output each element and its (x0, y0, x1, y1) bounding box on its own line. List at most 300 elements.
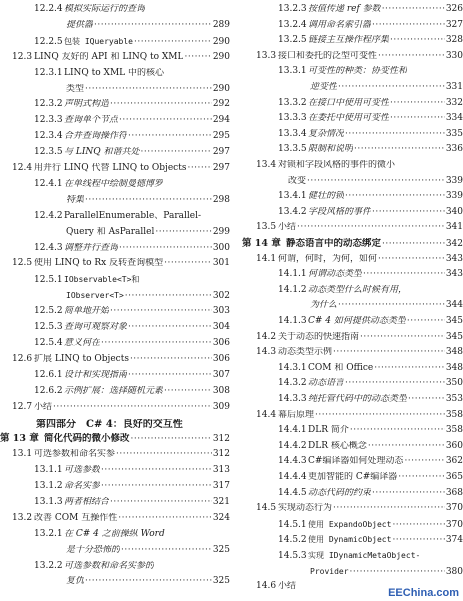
toc-entry-number: 13.3.2 (278, 97, 307, 108)
toc-entry-number: 13.4 (256, 160, 277, 170)
toc-leader-dots (125, 291, 212, 302)
toc-entry-title: C# 4 如何提供动态类型 (308, 316, 406, 326)
toc-entry (236, 394, 463, 405)
toc-entry (236, 66, 463, 77)
toc-entry (236, 51, 463, 62)
toc-entry-number: 13.1.1 (34, 465, 63, 476)
toc-entry-number: 14.3.1 (278, 362, 307, 373)
toc-entry-number: 13.4.1 (278, 191, 307, 202)
toc-entry-title: 实现动态行为 (278, 503, 333, 514)
toc-entry-title: DLR 简介 (308, 425, 349, 436)
toc-page-number: 358 (445, 425, 463, 436)
toc-entry-title: 小结 (278, 222, 297, 233)
toc-leader-dots (128, 370, 212, 381)
toc-page-number: 330 (445, 50, 463, 61)
toc-entry (0, 306, 230, 317)
toc-entry-title: 复仇 (66, 576, 85, 587)
toc-entry-number: 13.3.4 (278, 128, 307, 139)
toc-entry (236, 35, 463, 46)
toc-entry-title: 在接口中使用可变性 (308, 97, 390, 108)
toc-leader-dots (390, 35, 445, 46)
toc-leader-dots (345, 191, 445, 202)
toc-entry-number: 14.4.5 (278, 487, 307, 498)
toc-entry-title: 查询可观察对象 (64, 322, 128, 332)
toc-leader-dots (392, 520, 444, 531)
toc-page-number: 340 (445, 206, 463, 217)
toc-entry-title: 简单地开始 (64, 306, 110, 317)
toc-entry-number: 12.4.2 (34, 210, 63, 221)
toc-entry-title: COM 和 Office (308, 362, 374, 373)
toc-entry-title: 健壮的锁 (308, 191, 345, 202)
toc-entry-number: 12.5.2 (34, 306, 63, 317)
toc-entry-number: 13.2 (12, 512, 33, 523)
toc-entry-number: 14.6 (256, 581, 277, 592)
toc-entry-title: 声明式构造 (64, 99, 110, 110)
toc-page-number: 312 (212, 449, 230, 460)
toc-entry-number: 12.5 (12, 258, 33, 269)
toc-leader-dots (354, 144, 445, 155)
toc-leader-dots (408, 394, 445, 405)
toc-leader-dots (398, 472, 445, 483)
toc-leader-dots (85, 576, 212, 587)
toc-leader-dots (85, 195, 212, 206)
toc-entry-number: 14.3 (256, 347, 277, 358)
toc-entry-title: 设计和实现指南 (64, 369, 128, 380)
toc-entry (0, 68, 230, 79)
toc-entry (236, 4, 463, 15)
toc-leader-dots (404, 456, 444, 467)
toc-page-number: 309 (212, 401, 230, 412)
toc-leader-dots (130, 354, 212, 365)
toc-entry (236, 285, 463, 296)
toc-page-number: 348 (445, 347, 463, 358)
toc-entry-title: 可选参数和命名实参的 (64, 560, 155, 571)
toc-entry-number: 13.2.1 (34, 528, 63, 539)
toc-leader-dots (110, 497, 212, 508)
toc-page-number: 308 (212, 385, 230, 396)
toc-entry-number: 13.2.2 (34, 560, 63, 571)
toc-entry-number: 12.3.2 (34, 99, 63, 110)
toc-entry-number: 第 13 章 (0, 433, 39, 445)
toc-page-number: 348 (445, 362, 463, 373)
toc-entry-title: 按值传递 ref 参数 (308, 4, 381, 14)
toc-leader-dots (350, 567, 445, 578)
toc-leader-dots (141, 147, 212, 158)
toc-entry (0, 258, 230, 269)
toc-entry (236, 160, 463, 171)
toc-entry-number: 14.1.1 (278, 269, 307, 280)
toc-entry (0, 227, 230, 238)
toc-leader-dots (372, 207, 445, 218)
toc-entry-title: 可选参数 (64, 465, 101, 476)
toc-page-number: 302 (212, 291, 230, 302)
toc-entry-number: 14.1 (256, 253, 277, 264)
toc-page-number: 331 (445, 82, 463, 92)
toc-entry-number: 12.6.2 (34, 385, 63, 396)
toc-entry (0, 20, 230, 31)
toc-entry-number: 14.4.2 (278, 440, 307, 451)
toc-entry-title: 为什么 (310, 300, 338, 311)
toc-entry (236, 519, 463, 531)
toc-entry-number: 13.3 (256, 50, 277, 61)
toc-entry-title: 使用 LINQ to Rx 反转查询模型 (34, 258, 164, 269)
toc-entry (236, 113, 463, 124)
toc-entry (0, 545, 230, 556)
toc-entry-number: 12.4.3 (34, 242, 63, 253)
toc-entry-title: 接口和委托的泛型可变性 (278, 50, 378, 61)
toc-entry-title: 改善 COM 互操作性 (34, 512, 118, 523)
toc-entry-title: 何谓，何时，为何，如何 (278, 253, 378, 264)
toc-entry (0, 243, 230, 254)
toc-entry-title: 字段风格的事件 (308, 206, 372, 217)
toc-page-number: 297 (212, 147, 230, 158)
toc-entry (236, 98, 463, 109)
toc-entry-title: 包装 IQueryable (64, 36, 133, 46)
toc-entry (0, 211, 230, 222)
toc-entry (236, 410, 463, 421)
toc-leader-dots (128, 131, 212, 142)
toc-entry-title: 类型 (66, 83, 85, 94)
toc-entry-number: 13.5 (256, 222, 277, 233)
toc-page-number: 313 (212, 465, 230, 476)
toc-entry (0, 354, 230, 365)
toc-leader-dots (297, 222, 445, 233)
toc-entry (0, 274, 230, 286)
toc-page-number: 321 (212, 496, 230, 507)
toc-entry (0, 99, 230, 110)
toc-page-number: 362 (445, 456, 463, 467)
toc-entry-title: 纯托管代码中的动态类型 (308, 394, 408, 404)
toc-leader-dots (378, 51, 445, 62)
toc-entry (236, 441, 463, 452)
toc-entry (0, 370, 230, 381)
toc-entry (0, 115, 230, 126)
toc-page-number: 343 (445, 269, 463, 280)
toc-leader-dots (345, 378, 445, 389)
toc-leader-dots (94, 20, 212, 31)
toc-entry-title: 对锁和字段风格的事件的微小 (278, 160, 396, 170)
toc-entry-number: 13.1.2 (34, 481, 63, 491)
toc-entry-title: 幕后原理 (278, 409, 315, 420)
toc-entry-title: 两者相结合 (64, 496, 110, 507)
watermark: EEChina.com (388, 587, 459, 599)
toc-entry-number: 14.4.4 (278, 472, 307, 482)
toc-entry-title: 动态语言 (308, 378, 345, 389)
toc-page-number: 294 (212, 115, 230, 126)
toc-leader-dots (121, 545, 212, 556)
toc-page-number: 336 (445, 144, 463, 155)
toc-entry (236, 144, 463, 155)
toc-leader-dots (164, 386, 212, 397)
toc-entry-title: 扩展 LINQ to Objects (34, 353, 129, 364)
toc-entry (0, 497, 230, 508)
toc-entry-title: 特集 (66, 194, 85, 205)
toc-entry-number: 12.3.1 (34, 67, 63, 78)
toc-page-number: 301 (212, 258, 230, 269)
toc-entry-title: 在委托中使用可变性 (308, 113, 390, 124)
toc-entry-title: C#编译器如何处理动态 (308, 456, 404, 467)
toc-entry-title: 命名实参 (64, 481, 101, 491)
toc-leader-dots (333, 347, 445, 358)
toc-entry (236, 269, 463, 280)
toc-page-number: 297 (212, 163, 230, 173)
toc-entry (0, 195, 230, 206)
toc-leader-dots (101, 481, 212, 492)
toc-page-number: 358 (445, 409, 463, 420)
toc-page-number: 370 (445, 519, 463, 530)
toc-entry-number: 13.2.4 (278, 19, 307, 30)
toc-leader-dots (378, 254, 445, 265)
toc-entry-number: 14.4.3 (278, 456, 307, 467)
toc-entry-number: 12.4 (12, 163, 33, 173)
toc-leader-dots (134, 37, 212, 48)
toc-entry-title: DLR 核心概念 (308, 440, 367, 451)
toc-page-number: 328 (445, 35, 463, 46)
toc-leader-dots (164, 258, 212, 269)
toc-entry (236, 20, 463, 31)
toc-leader-dots (392, 535, 444, 546)
toc-entry-title: 复杂情况 (308, 128, 345, 139)
toc-entry (0, 419, 230, 430)
toc-entry-number: 第 14 章 (242, 238, 281, 249)
toc-entry-title: 用并行 LINQ 代替 LINQ to Objects (34, 163, 187, 173)
toc-entry-number: 13.3.5 (278, 144, 307, 155)
toc-entry (0, 481, 230, 492)
toc-entry-title: ParallelEnumerable、Parallel- (64, 210, 201, 221)
toc-entry-title: 使用 DynamicObject (308, 535, 392, 545)
toc-entry-number: 14.5.1 (278, 519, 307, 530)
toc-page-number: 350 (445, 378, 463, 389)
toc-leader-dots (407, 316, 445, 327)
toc-entry-title: 动态类型示例 (278, 347, 333, 358)
toc-page-number: 325 (212, 544, 230, 555)
toc-entry-number: 14.3.3 (278, 394, 307, 404)
toc-entry (236, 456, 463, 467)
toc-entry (236, 472, 463, 483)
toc-page-number: 345 (445, 331, 463, 342)
toc-page-number: 343 (445, 253, 463, 264)
toc-entry (0, 4, 230, 15)
toc-leader-dots (363, 269, 445, 280)
toc-leader-dots (345, 129, 445, 140)
toc-leader-dots (101, 465, 212, 476)
toc-entry-title: 合并查询操作符 (64, 131, 128, 142)
toc-entry (0, 322, 230, 333)
toc-entry (0, 338, 230, 349)
toc-leader-dots (307, 176, 445, 187)
toc-entry-number: 12.5.4 (34, 337, 63, 348)
toc-entry (0, 52, 230, 63)
toc-entry-number: 12.6.1 (34, 369, 63, 380)
toc-entry (236, 82, 463, 93)
toc-entry-title: 第四部分 C# 4：良好的交互性 (36, 419, 183, 431)
toc-leader-dots (119, 243, 212, 254)
toc-entry-number: 14.5.3 (278, 551, 307, 561)
toc-entry-title: 意义何在 (64, 337, 101, 348)
toc-entry-title: 实现 IDynamicMetaObject- (308, 551, 421, 560)
toc-entry (236, 550, 463, 562)
toc-entry-title: 是十分恐怖的 (66, 544, 121, 555)
toc-entry-number: 14.2 (256, 331, 277, 342)
toc-entry-number: 13.1 (12, 449, 33, 460)
toc-leader-dots (368, 441, 445, 452)
toc-entry-title: 静态语言中的动态绑定 (286, 238, 382, 249)
toc-entry (0, 433, 230, 445)
toc-page-number: 303 (212, 306, 230, 317)
toc-entry (0, 513, 230, 524)
toc-left-column (0, 0, 230, 601)
toc-entry (0, 449, 230, 460)
toc-entry (236, 425, 463, 436)
toc-page-number: 324 (212, 512, 230, 523)
toc-entry-number: 12.3 (12, 51, 33, 62)
toc-entry-title: IObserver<T> (66, 291, 124, 301)
toc-entry-title: 调整并行查询 (64, 242, 119, 253)
toc-entry-number: 13.4.2 (278, 206, 307, 217)
toc-entry-title: LINQ to XML 中的核心 (64, 67, 165, 78)
toc-page-number: 299 (212, 226, 230, 237)
toc-entry-number: 14.5 (256, 503, 277, 514)
toc-entry-title: Query 和 AsParallel (66, 226, 155, 237)
toc-entry-title: 动态代码的约束 (308, 487, 372, 498)
toc-leader-dots (101, 338, 212, 349)
toc-entry (0, 131, 230, 142)
toc-page-number: 335 (445, 128, 463, 139)
toc-entry-title: 模拟实际运行的查询 (64, 4, 146, 14)
toc-entry-title: 可选参数和命名实参 (34, 449, 116, 460)
toc-entry-number: 12.6 (12, 353, 33, 364)
toc-entry-title: 在 C# 4 之前操纵 Word (64, 528, 165, 539)
toc-page-number: 374 (445, 535, 463, 546)
toc-page-number: 344 (445, 300, 463, 311)
toc-entry (0, 386, 230, 397)
toc-page-number: 345 (445, 316, 463, 326)
toc-entry (236, 488, 463, 499)
toc-entry-number: 13.3.3 (278, 113, 307, 124)
toc-entry (236, 566, 463, 578)
toc-page-number: 365 (445, 472, 463, 482)
toc-entry-title: 改变 (288, 175, 307, 186)
toc-leader-dots (53, 402, 212, 413)
toc-entry (236, 503, 463, 514)
toc-page-number: 368 (445, 487, 463, 498)
toc-entry (236, 534, 463, 546)
toc-entry-title: LINQ 友好的 API 和 LINQ to XML (34, 51, 184, 62)
toc-entry-number: 12.3.5 (34, 147, 63, 158)
toc-entry-title: 小结 (278, 581, 297, 592)
toc-entry-title: IObservable<T>和 (64, 275, 140, 285)
toc-page-number: 290 (212, 51, 230, 62)
toc-leader-dots (333, 503, 445, 514)
toc-entry-title: 可变性的种类：协变性和 (308, 66, 408, 77)
toc-leader-dots (338, 300, 445, 311)
toc-entry (236, 222, 463, 233)
toc-leader-dots (390, 98, 445, 109)
toc-page-number: 360 (445, 440, 463, 451)
toc-leader-dots (119, 115, 212, 126)
toc-entry (0, 84, 230, 95)
toc-entry (0, 163, 230, 174)
toc-entry-number: 14.1.2 (278, 284, 307, 295)
toc-page-number: 341 (445, 222, 463, 233)
toc-entry (0, 179, 230, 190)
toc-entry (236, 378, 463, 389)
toc-leader-dots (382, 4, 445, 15)
toc-page-number: 326 (445, 4, 463, 14)
toc-leader-dots (382, 239, 445, 250)
toc-entry-number: 14.1.3 (278, 316, 307, 326)
toc-page-number: 353 (445, 394, 463, 404)
toc-entry-number: 12.4.1 (34, 178, 63, 189)
toc-page-number: 295 (212, 131, 230, 142)
toc-leader-dots (360, 332, 445, 343)
toc-entry-title: 简化代码的微小修改 (44, 433, 130, 445)
toc-leader-dots (184, 52, 211, 63)
toc-entry (236, 363, 463, 374)
toc-entry (0, 465, 230, 476)
toc-leader-dots (390, 113, 445, 124)
toc-entry-number: 12.5.3 (34, 322, 63, 332)
toc-leader-dots (155, 227, 211, 238)
toc-entry-number: 12.2.5 (34, 36, 63, 47)
toc-entry (236, 316, 463, 327)
toc-entry (0, 576, 230, 587)
toc-entry (236, 238, 463, 250)
toc-leader-dots (110, 99, 212, 110)
toc-entry-title: 何谓动态类型 (308, 269, 363, 280)
toc-entry-title: 在单线程中绘制曼德博罗 (64, 178, 164, 189)
toc-entry-number: 14.3.2 (278, 378, 307, 389)
toc-entry-title: 使用 ExpandoObject (308, 519, 392, 529)
toc-entry-title: 调用命名索引器 (308, 19, 372, 30)
toc-entry (236, 191, 463, 202)
toc-page-number: 325 (212, 576, 230, 587)
toc-entry (0, 36, 230, 48)
toc-leader-dots (116, 449, 212, 460)
toc-entry-number: 14.5.2 (278, 535, 307, 546)
toc-page-number: 306 (212, 337, 230, 348)
toc-page-number: 339 (445, 175, 463, 186)
toc-leader-dots (131, 434, 212, 445)
toc-leader-dots (187, 163, 211, 174)
toc-leader-dots (128, 322, 212, 333)
toc-leader-dots (350, 425, 445, 436)
toc-entry-title: 与 LINQ 和谐共处 (64, 147, 140, 158)
toc-entry (236, 347, 463, 358)
toc-entry-number: 12.3.3 (34, 115, 63, 126)
toc-page-number: 342 (445, 239, 463, 249)
toc-entry-number: 13.3.1 (278, 66, 307, 77)
toc-entry-number: 14.4.1 (278, 425, 307, 436)
toc-entry-title: 小结 (34, 401, 53, 412)
toc-page-number: 317 (212, 481, 230, 491)
toc-entry-number: 12.5.1 (34, 275, 63, 286)
toc-entry (0, 402, 230, 413)
toc-leader-dots (372, 20, 445, 31)
toc-leader-dots (110, 306, 212, 317)
toc-page-number: 332 (445, 97, 463, 108)
toc-leader-dots (372, 488, 445, 499)
toc-entry (236, 176, 463, 187)
toc-entry-title: 链接主互操作程序集 (308, 35, 390, 46)
toc-entry-title: Provider (310, 566, 349, 576)
toc-entry-number: 13.2.5 (278, 35, 307, 46)
toc-entry (236, 300, 463, 311)
toc-entry (236, 332, 463, 343)
toc-entry-number: 13.2.3 (278, 4, 307, 14)
toc-page-number: 289 (212, 19, 230, 30)
toc-entry-title: 限制和说明 (308, 144, 354, 155)
